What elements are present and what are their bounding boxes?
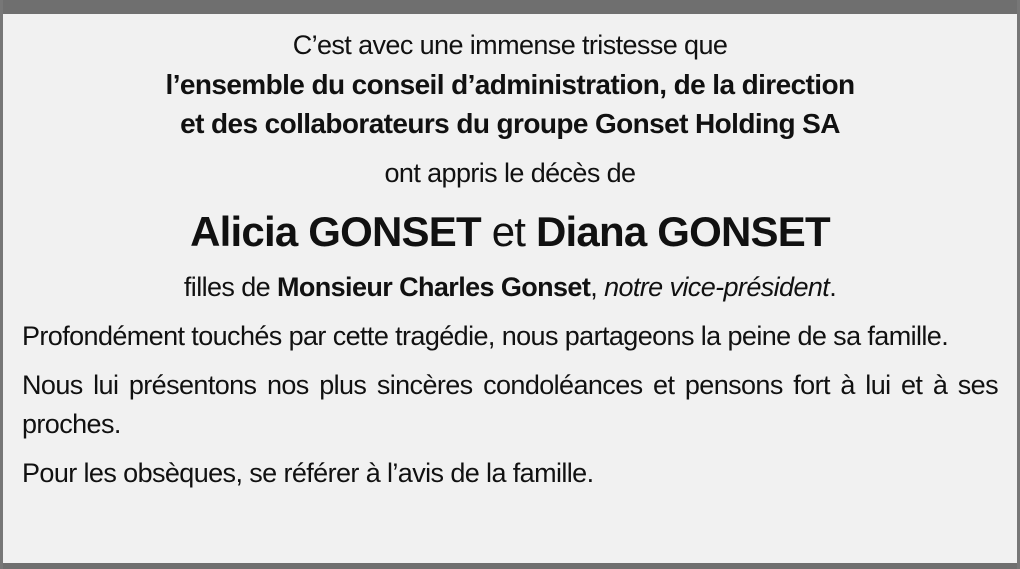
names-conjunction: et xyxy=(491,208,526,255)
bottom-border-bar xyxy=(3,563,1017,569)
learned-line: ont appris le décès de xyxy=(384,158,636,188)
relationship-line xyxy=(22,269,998,305)
deceased-name-2: Diana GONSET xyxy=(536,208,830,255)
daughters-prefix: filles de xyxy=(183,272,271,302)
top-border-bar xyxy=(3,0,1017,14)
organization-line-2: et des collaborateurs du groupe Gonset Holding SA xyxy=(180,108,840,139)
deceased-name-1: Alicia GONSET xyxy=(190,208,481,255)
father-role: notre vice-président xyxy=(604,272,830,302)
condolence-paragraph-1: Profondément touchés par cette tragédie, nous partageons la peine de sa famille. xyxy=(22,321,949,351)
condolence-paragraph-2: Nous lui présentons nos plus sincères condoléances et pensons fort à lui et à ses proches. xyxy=(22,370,998,439)
organization-line-1: l’ensemble du conseil d’administration, de la direction xyxy=(165,69,855,100)
funeral-info-paragraph: Pour les obsèques, se référer à l’avis de la famille. xyxy=(22,458,594,488)
comma: , xyxy=(590,272,598,302)
notice-content xyxy=(22,27,998,493)
deceased-names xyxy=(22,207,998,257)
intro-line: C’est avec une immense tristesse que xyxy=(292,30,728,60)
organization-statement xyxy=(22,65,998,143)
father-name: Monsieur Charles Gonset xyxy=(276,272,591,302)
period: . xyxy=(829,272,837,302)
